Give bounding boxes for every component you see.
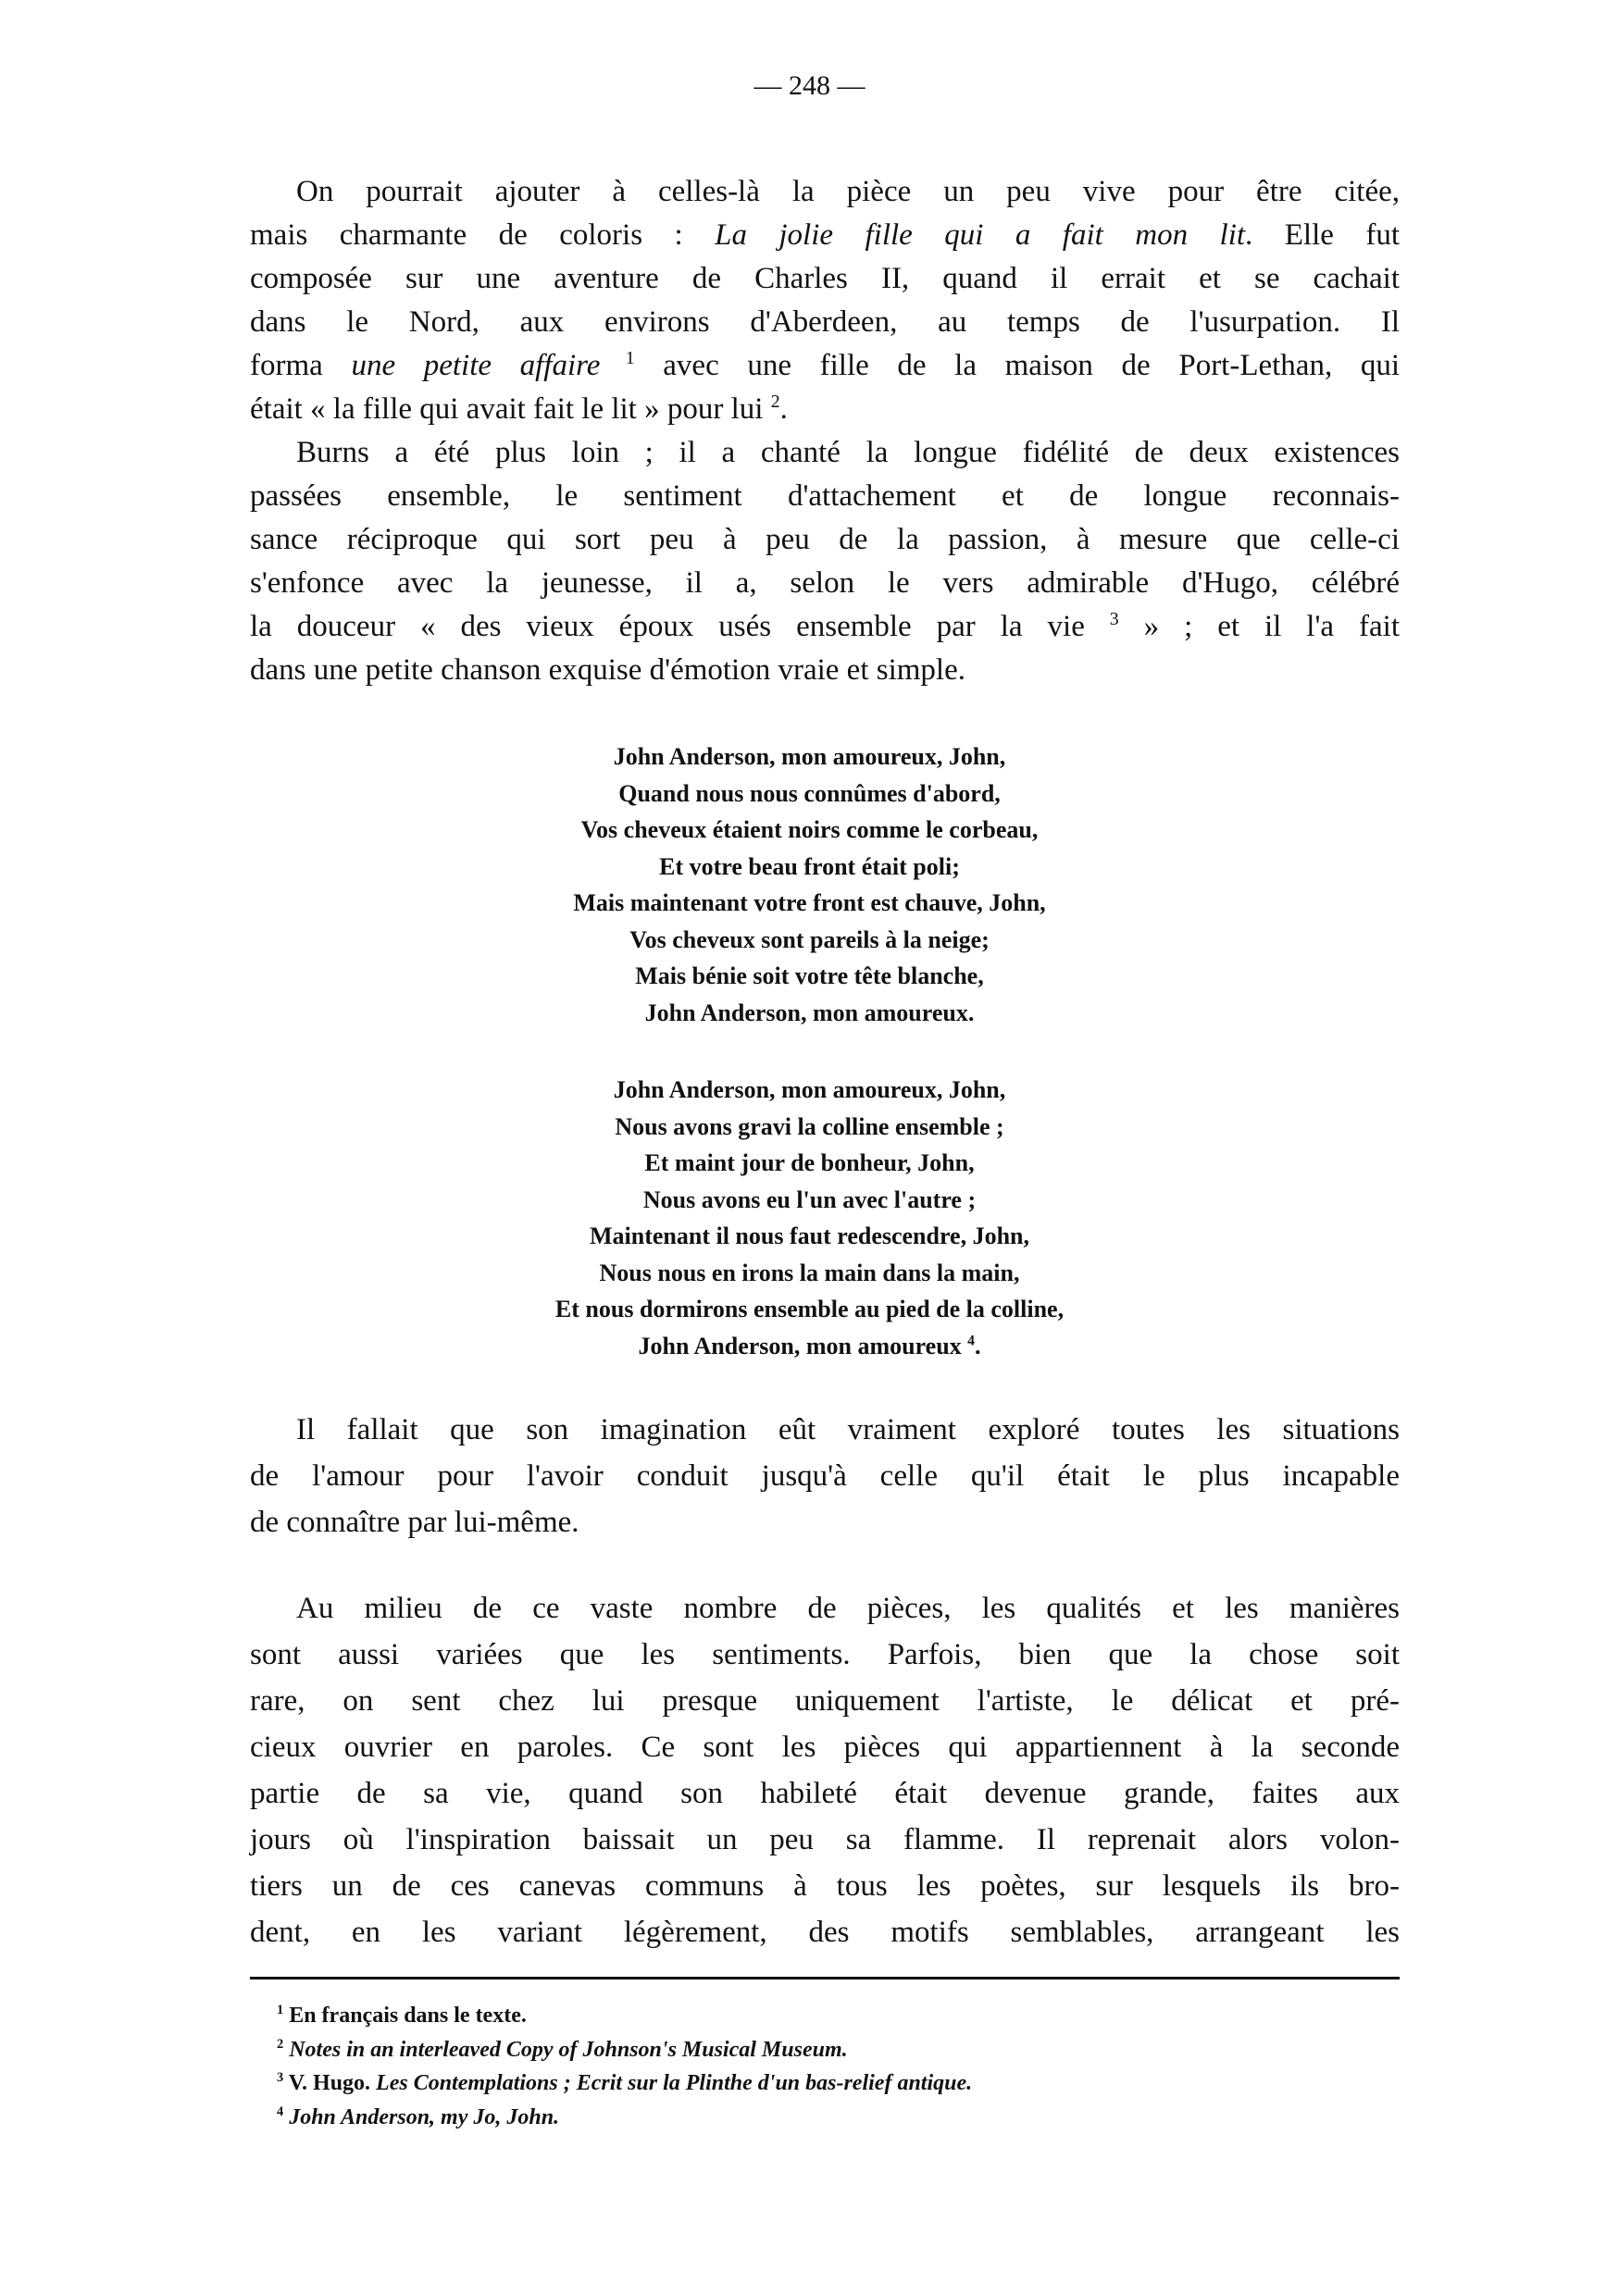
text-line: dent, en les variant légèrement, des motifs semblables, arrangeant les <box>250 1916 1400 1949</box>
text-line: mais charmante de coloris : La jolie fille qui a fait mon lit. Elle fut <box>250 218 1400 252</box>
text-line: Burns a été plus loin ; il a chanté la longue fidélité de deux existences <box>296 436 1400 469</box>
footnote: $^2$ Notes in an interleaved Copy of Johnson's Musical Museum. <box>277 2036 848 2062</box>
footnote-ref: 3 <box>1109 609 1119 629</box>
text-line: jours où l'inspiration baissait un peu sa flamme. Il reprenait alors volon- <box>250 1823 1400 1856</box>
footnote-divider <box>250 1977 1400 1980</box>
verse-line: John Anderson, mon amoureux, John, <box>613 743 1006 770</box>
text-line: dans le Nord, aux environs d'Aberdeen, au temps de l'usurpation. Il <box>250 305 1400 339</box>
verse-line: Mais maintenant votre front est chauve, John, <box>573 889 1046 916</box>
text-line: de connaître par lui-même. <box>250 1506 579 1539</box>
paragraph-2 <box>250 431 1400 692</box>
paragraph-4 <box>250 1585 1400 1955</box>
paragraph-3 <box>250 1407 1400 1545</box>
verse-line: Vos cheveux sont pareils à la neige; <box>629 925 990 953</box>
verse-line: Quand nous nous connûmes d'abord, <box>618 779 1001 807</box>
text-line: partie de sa vie, quand son habileté était devenue grande, faites aux <box>250 1777 1400 1810</box>
text-line: cieux ouvrier en paroles. Ce sont les pièces qui appartiennent à la seconde <box>250 1731 1400 1764</box>
verse-line: Et votre beau front était poli; <box>659 852 960 880</box>
verse-line: John Anderson, mon amoureux. <box>644 999 975 1026</box>
text-line: la douceur « des vieux époux usés ensemble par la vie $^3$ » ; et il l'a fait <box>250 609 1400 643</box>
text-line: dans une petite chanson exquise d'émotion vraie et simple. <box>250 653 965 687</box>
verse-line: Nous avons gravi la colline ensemble ; <box>615 1112 1004 1140</box>
text-line: de l'amour pour l'avoir conduit jusqu'à celle qu'il était le plus incapable <box>250 1459 1400 1493</box>
song-title: La jolie fille qui a fait mon lit <box>715 218 1246 252</box>
text-line: forma une petite affaire $^1$ avec une fille de la maison de Port-Lethan, qui <box>250 348 1401 382</box>
verse-line: Et maint jour de bonheur, John, <box>644 1149 975 1176</box>
text-line: sont aussi variées que les sentiments. Parfois, bien que la chose soit <box>250 1638 1400 1671</box>
verse-line: Nous avons eu l'un avec l'autre ; <box>642 1185 977 1213</box>
page-number: — 248 — <box>753 70 866 101</box>
footnote: $^4$ John Anderson, my Jo, John. <box>277 2104 560 2129</box>
verse-stanza-1 <box>0 738 1619 1031</box>
footnote-ref: 4 <box>967 1332 975 1348</box>
footnote-ref: 1 <box>600 348 635 368</box>
text-line: rare, on sent chez lui presque uniquement l'artiste, le délicat et pré- <box>250 1684 1400 1718</box>
footnote-ref: 2 <box>770 391 780 412</box>
verse-line: Et nous dormirons ensemble au pied de la colline, <box>554 1296 1065 1322</box>
footnotes <box>277 1999 1388 2134</box>
verse-line: Nous nous en irons la main dans la main, <box>599 1259 1020 1286</box>
footnote: $^1$ En français dans le texte. <box>277 2003 527 2028</box>
text-line: sance réciproque qui sort peu à peu de la passion, à mesure que celle-ci <box>250 523 1400 556</box>
text-line: Il fallait que son imagination eût vraiment exploré toutes les situations <box>296 1413 1400 1446</box>
verse-line: Mais bénie soit votre tête blanche, <box>635 962 984 989</box>
verse-line: John Anderson, mon amoureux, John, <box>613 1076 1006 1103</box>
verse-line: Vos cheveux étaient noirs comme le corbeau, <box>580 816 1039 843</box>
text-line: composée sur une aventure de Charles II, quand il errait et se cachait <box>250 262 1400 295</box>
text-line: tiers un de ces canevas communs à tous les poètes, sur lesquels ils bro- <box>250 1869 1400 1903</box>
footnote: $^3$ V. Hugo. Les Contemplations ; Ecrit sur la Plinthe d'un bas-relief antique. <box>277 2070 973 2095</box>
text-line: était « la fille qui avait fait le lit » pour lui $^2$. <box>250 391 788 426</box>
verse-stanza-2 <box>0 1072 1619 1364</box>
text-line: passées ensemble, le sentiment d'attachement et de longue reconnais- <box>250 479 1400 513</box>
verse-line: John Anderson, mon amoureux $^4$. <box>638 1332 981 1359</box>
text-line: On pourrait ajouter à celles-là la pièce un peu vive pour être citée, <box>296 175 1400 208</box>
text-line: Au milieu de ce vaste nombre de pièces, les qualités et les manières <box>296 1592 1400 1625</box>
text-line: s'enfonce avec la jeunesse, il a, selon le vers admirable d'Hugo, célébré <box>250 566 1400 600</box>
paragraph-1 <box>250 170 1400 431</box>
verse-line: Maintenant il nous faut redescendre, John, <box>589 1222 1030 1249</box>
